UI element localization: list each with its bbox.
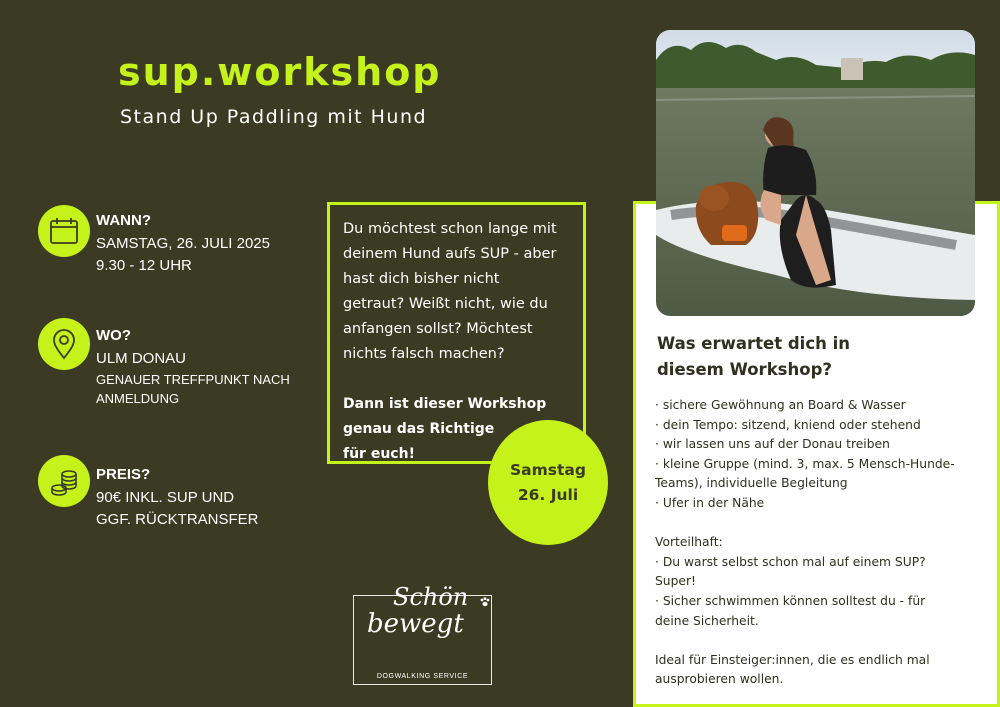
date-badge-date: 26. Juli bbox=[517, 485, 579, 504]
panel-line: · Du warst selbst schon mal auf einem SUP? bbox=[655, 554, 926, 569]
date-badge-day: Samstag bbox=[510, 460, 586, 479]
intro-line: nichts falsch machen? bbox=[343, 346, 505, 362]
price-line1: 90€ INKL. SUP UND bbox=[96, 489, 235, 506]
panel-line: Vorteilhaft: bbox=[655, 535, 723, 550]
intro-text bbox=[343, 217, 575, 367]
intro-line: anfangen sollst? Möchtest bbox=[343, 321, 533, 337]
panel-line: Teams), individuelle Begleitung bbox=[655, 476, 848, 491]
price-line2: GGF. RÜCKTRANSFER bbox=[96, 511, 259, 528]
panel-line: Super! bbox=[655, 574, 696, 589]
panel-line: · sichere Gewöhnung an Board & Wasser bbox=[655, 398, 906, 412]
panel-heading-line2: diesem Workshop? bbox=[657, 360, 832, 379]
panel-line: · Sicher schwimmen können solltest du - für bbox=[655, 593, 926, 608]
intro-line: deinem Hund aufs SUP - aber bbox=[343, 246, 557, 262]
paw-icon bbox=[479, 596, 491, 608]
panel-heading-line1: Was erwartet dich in bbox=[657, 334, 851, 353]
logo-word-schoen: Schön bbox=[393, 583, 469, 611]
location-pin-icon bbox=[38, 318, 90, 370]
photo-woman-dog-sup bbox=[656, 30, 975, 316]
page-title: sup.workshop bbox=[118, 50, 442, 94]
panel-line: · wir lassen uns auf der Donau treiben bbox=[655, 437, 890, 452]
logo-subtitle: DOGWALKING SERVICE bbox=[376, 673, 469, 680]
panel-line bbox=[655, 631, 985, 651]
when-heading: WANN? bbox=[96, 212, 151, 229]
where-place: ULM DONAU bbox=[96, 350, 187, 367]
intro-line: getraut? Weißt nicht, wie du bbox=[343, 296, 548, 312]
where-note-line2: ANMELDUNG bbox=[96, 391, 180, 406]
where-details bbox=[96, 327, 290, 408]
panel-line: deine Sicherheit. bbox=[655, 613, 759, 628]
logo-word-bewegt: bewegt bbox=[367, 609, 464, 639]
intro-line: Du möchtest schon lange mit bbox=[343, 221, 557, 237]
panel-line: Ideal für Einsteiger:innen, die es endlich mal bbox=[655, 652, 930, 667]
when-date: SAMSTAG, 26. JULI 2025 bbox=[96, 235, 270, 252]
calendar-icon bbox=[38, 205, 90, 257]
price-details bbox=[96, 466, 259, 531]
page-subtitle: Stand Up Paddling mit Hund bbox=[120, 106, 428, 128]
panel-line: · kleine Gruppe (mind. 3, max. 5 Mensch-Hunde- bbox=[655, 456, 955, 471]
where-note-line1: GENAUER TREFFPUNKT NACH bbox=[96, 372, 290, 387]
when-section bbox=[38, 205, 90, 257]
cta-line: für euch! bbox=[343, 446, 415, 462]
when-time: 9.30 - 12 UHR bbox=[96, 257, 192, 274]
price-section bbox=[38, 455, 90, 507]
panel-line bbox=[655, 514, 985, 534]
panel-line: · dein Tempo: sitzend, kniend oder stehend bbox=[655, 417, 921, 432]
intro-line: hast dich bisher nicht bbox=[343, 271, 500, 287]
when-details bbox=[96, 212, 270, 277]
panel-line: · Ufer in der Nähe bbox=[655, 495, 765, 510]
where-section bbox=[38, 318, 90, 370]
date-badge bbox=[488, 420, 608, 545]
brand-logo bbox=[353, 583, 495, 686]
panel-line: ausprobieren wollen. bbox=[655, 672, 784, 687]
cta-line: genau das Richtige bbox=[343, 421, 495, 437]
panel-heading bbox=[657, 331, 850, 383]
cta-line: Dann ist dieser Workshop bbox=[343, 396, 547, 412]
where-heading: WO? bbox=[96, 327, 131, 344]
panel-content bbox=[655, 396, 985, 690]
price-heading: PREIS? bbox=[96, 466, 151, 483]
coins-icon bbox=[38, 455, 90, 507]
